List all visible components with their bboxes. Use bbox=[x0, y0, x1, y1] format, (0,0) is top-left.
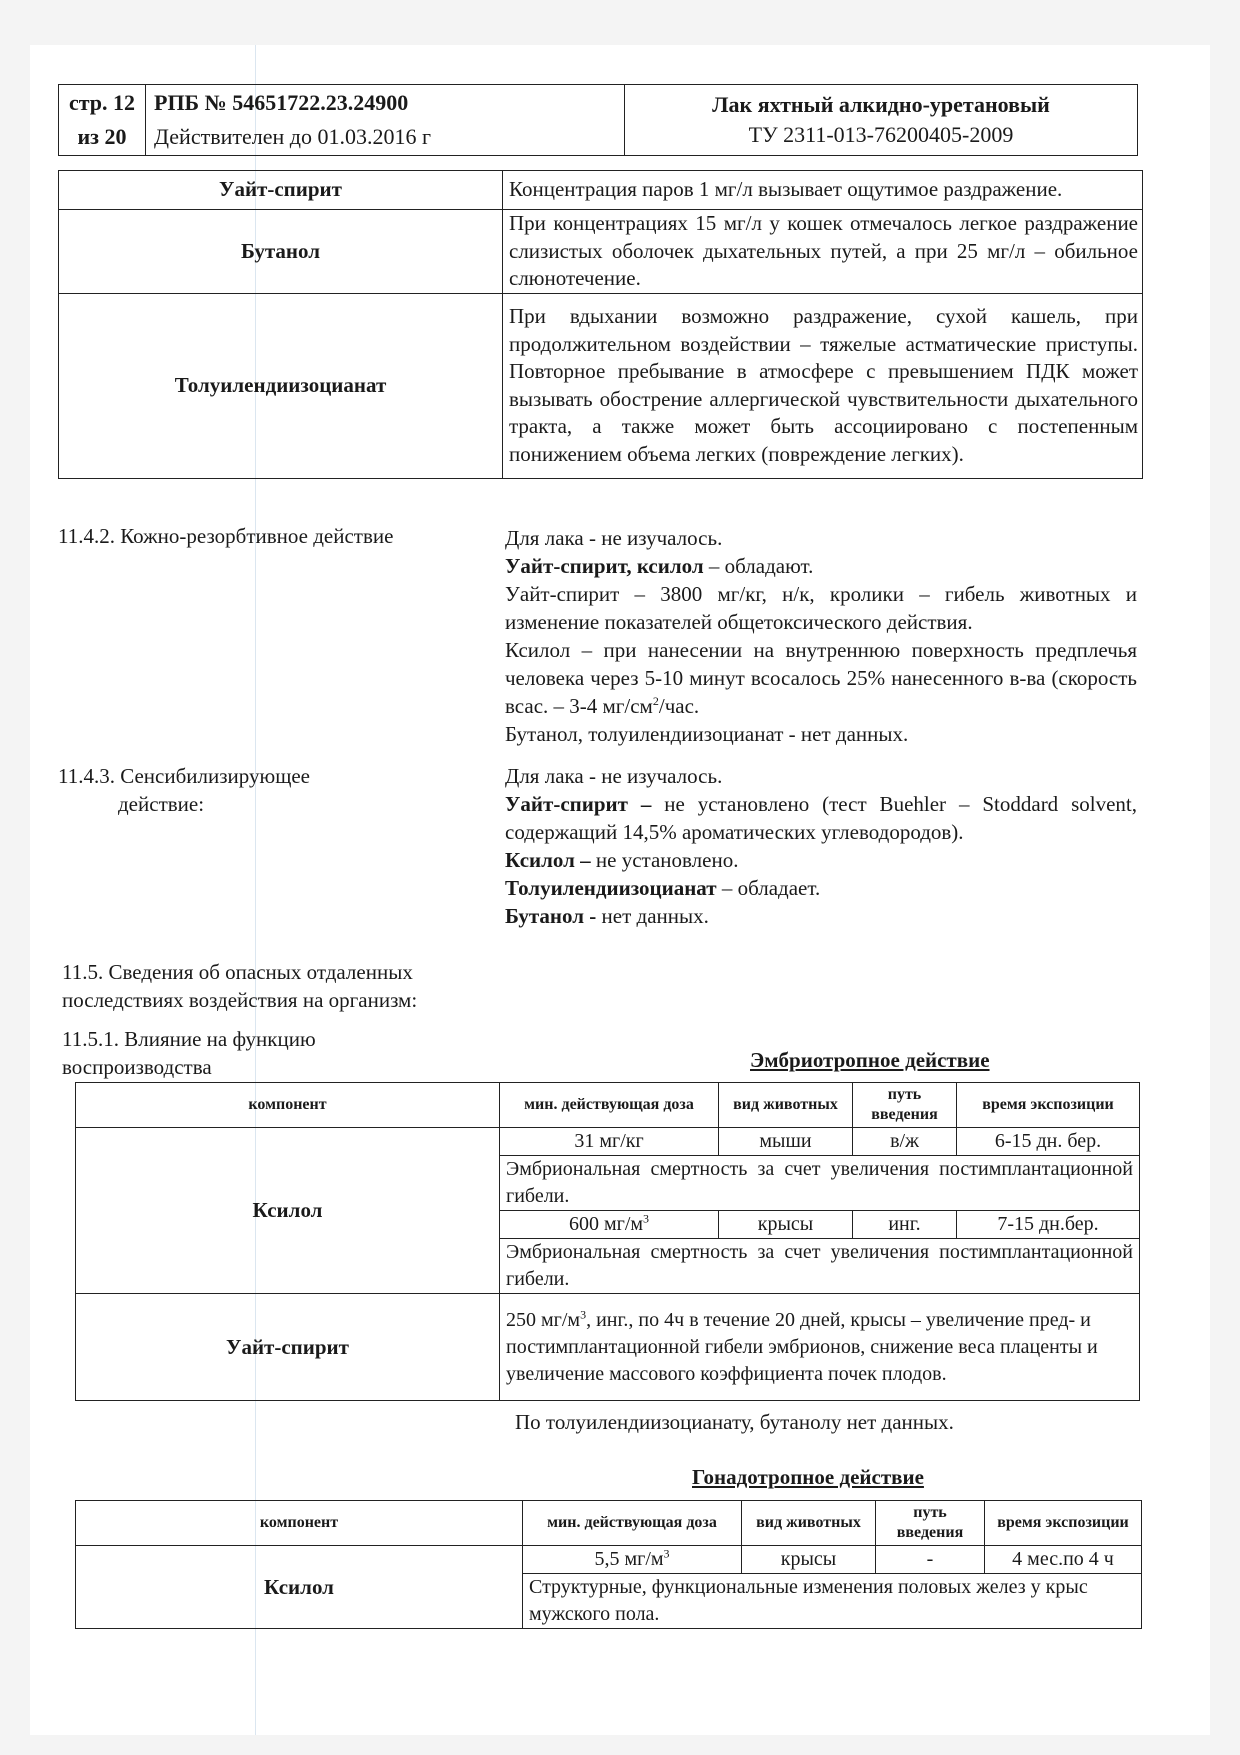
heading-line: последствиях воздействия на организм: bbox=[62, 988, 418, 1012]
text-span: нет данных. bbox=[596, 904, 709, 928]
table-row bbox=[76, 1128, 1140, 1156]
text-line bbox=[505, 846, 1137, 874]
text-span: 5,5 мг/м bbox=[594, 1548, 664, 1570]
text-span: /час. bbox=[658, 694, 700, 718]
column-header: вид животных bbox=[719, 1083, 853, 1128]
rpb-info bbox=[146, 85, 625, 156]
column-header: путь введения bbox=[853, 1083, 957, 1128]
column-header: путь введения bbox=[876, 1501, 985, 1546]
page-label: стр. 12 bbox=[68, 90, 136, 115]
page-number bbox=[59, 85, 146, 156]
text-line bbox=[505, 902, 1137, 930]
column-header: время экспозиции bbox=[957, 1083, 1140, 1128]
text-span: не установлено (тест Buehler – Stoddard solvent, содержащий 14,5% ароматических углеводородов). bbox=[505, 792, 1138, 844]
column-header: вид животных bbox=[742, 1501, 876, 1546]
dose-cell bbox=[500, 1211, 719, 1239]
bold-term: Уайт-спирит – bbox=[505, 792, 652, 816]
embryotropic-table bbox=[75, 1082, 1140, 1401]
time-cell: 6-15 дн. бер. bbox=[957, 1128, 1140, 1156]
column-header: мин. действующая доза bbox=[523, 1501, 742, 1546]
gonadotropic-title: Гонадотропное действие bbox=[692, 1465, 924, 1489]
bold-term: Ксилол – bbox=[505, 848, 591, 872]
superscript: 3 bbox=[580, 1306, 587, 1321]
section-1142-body bbox=[505, 524, 1137, 748]
dose-cell bbox=[523, 1546, 742, 1574]
page-of: из 20 bbox=[77, 124, 127, 149]
text-span: 250 мг/м bbox=[506, 1308, 581, 1331]
document-header bbox=[58, 84, 1138, 156]
component-name: Уайт-спирит bbox=[59, 171, 503, 210]
rpb-number: РПБ № 54651722.23.24900 bbox=[154, 90, 409, 115]
gonadotropic-table bbox=[75, 1500, 1142, 1629]
heading-line: воспроизводства bbox=[62, 1055, 212, 1079]
time-cell: 7-15 дн.бер. bbox=[957, 1211, 1140, 1239]
component-name: Уайт-спирит bbox=[76, 1294, 500, 1401]
product-info bbox=[625, 85, 1138, 156]
component-description: Концентрация паров 1 мг/л вызывает ощутимое раздражение. bbox=[503, 171, 1143, 210]
table-row bbox=[76, 1546, 1142, 1574]
valid-until: Действителен до 01.03.2016 г bbox=[154, 124, 431, 149]
superscript: 3 bbox=[643, 1211, 650, 1226]
text-span: – обладает. bbox=[716, 876, 821, 900]
text-line bbox=[505, 874, 1137, 902]
table-row bbox=[59, 171, 1143, 210]
product-tu: ТУ 2311-013-76200405-2009 bbox=[748, 122, 1014, 147]
dose-cell: 31 мг/кг bbox=[500, 1128, 719, 1156]
effect-note: Эмбриональная смертность за счет увеличения постимплантационной гибели. bbox=[500, 1239, 1140, 1294]
component-name: Толуилендиизоцианат bbox=[59, 293, 503, 478]
column-header: время экспозиции bbox=[985, 1501, 1142, 1546]
text-span: Ксилол – при нанесении на внутреннюю поверхность предплечья человека через 5-10 минут всосалось 25% нанесенного в-ва (скорость всас. – 3-4 мг/см bbox=[505, 638, 1137, 718]
text-line: Для лака - не изучалось. bbox=[505, 526, 723, 550]
route-cell: - bbox=[876, 1546, 985, 1574]
effect-note bbox=[500, 1294, 1140, 1401]
column-header: мин. действующая доза bbox=[500, 1083, 719, 1128]
table-row bbox=[59, 293, 1143, 478]
superscript: 3 bbox=[663, 1546, 670, 1561]
section-1151-heading bbox=[62, 1025, 316, 1081]
route-cell: инг. bbox=[853, 1211, 957, 1239]
effect-note: Структурные, функциональные изменения половых желез у крыс мужского пола. bbox=[523, 1574, 1142, 1629]
text-line bbox=[505, 552, 1137, 580]
component-name: Ксилол bbox=[76, 1546, 523, 1629]
table-row bbox=[76, 1294, 1140, 1401]
table-row bbox=[59, 210, 1143, 294]
bold-term: Уайт-спирит, ксилол bbox=[505, 554, 704, 578]
text-line bbox=[505, 790, 1137, 846]
section-1143-body bbox=[505, 762, 1137, 930]
animal-cell: мыши bbox=[719, 1128, 853, 1156]
time-cell: 4 мес.по 4 ч bbox=[985, 1546, 1142, 1574]
bold-term: Толуилендиизоцианат bbox=[505, 876, 717, 900]
embryotropic-title: Эмбриотропное действие bbox=[750, 1048, 990, 1072]
text-line: Для лака - не изучалось. bbox=[505, 764, 723, 788]
animal-cell: крысы bbox=[742, 1546, 876, 1574]
effect-note: Эмбриональная смертность за счет увеличения постимплантационной гибели. bbox=[500, 1156, 1140, 1211]
text-span: 600 мг/м bbox=[568, 1213, 644, 1235]
bold-term: Бутанол - bbox=[505, 904, 597, 928]
no-data-note: По толуилендиизоцианату, бутанолу нет данных. bbox=[515, 1410, 954, 1434]
table-header-row bbox=[76, 1083, 1140, 1128]
text-span: не установлено. bbox=[590, 848, 739, 872]
text-line: Бутанол, толуилендиизоцианат - нет данных. bbox=[505, 722, 909, 746]
column-header: компонент bbox=[76, 1501, 523, 1546]
column-header: компонент bbox=[76, 1083, 500, 1128]
component-name: Ксилол bbox=[76, 1128, 500, 1294]
heading-line: 11.5.1. Влияние на функцию bbox=[62, 1027, 316, 1051]
text-line: Уайт-спирит – 3800 мг/кг, н/к, кролики – гибель животных и изменение показателей общетоксического действия. bbox=[505, 582, 1137, 634]
section-1142-label: 11.4.2. Кожно-резорбтивное действие bbox=[58, 524, 394, 548]
heading-line: 11.5. Сведения об опасных отдаленных bbox=[62, 960, 413, 984]
component-name: Бутанол bbox=[59, 210, 503, 294]
table-header-row bbox=[76, 1501, 1142, 1546]
product-name: Лак яхтный алкидно-уретановый bbox=[712, 92, 1050, 117]
component-description: При вдыхании возможно раздражение, сухой кашель, при продолжительном воздействии – тяжелые астматические приступы. Повторное пребывание в атмосфере с превышением ПДК может вызывать обострение аллергической чувствительности дыхательного тракта, а также может быть ассоциировано с постепенным понижением объема легких (повреждение легких). bbox=[503, 293, 1143, 478]
animal-cell: крысы bbox=[719, 1211, 853, 1239]
route-cell: в/ж bbox=[853, 1128, 957, 1156]
superscript: 2 bbox=[652, 694, 659, 708]
section-115-heading bbox=[62, 958, 417, 1014]
inhalation-table bbox=[58, 170, 1143, 479]
text-span: – обладают. bbox=[703, 554, 814, 578]
component-description: При концентрациях 15 мг/л у кошек отмечалось легкое раздражение слизистых оболочек дыхательных путей, а при 25 мг/л – обильное слюнотечение. bbox=[503, 210, 1143, 294]
text-span: , инг., по 4ч в течение 20 дней, крысы – увеличение пред- и постимплантационной гибели эмбрионов, снижение веса плаценты и увеличение массового коэффициента почек плодов. bbox=[506, 1308, 1098, 1385]
label-line: 11.4.3. Сенсибилизирующее bbox=[58, 764, 310, 788]
section-1143-label bbox=[58, 762, 310, 818]
label-line: действие: bbox=[118, 792, 205, 816]
text-line bbox=[505, 636, 1137, 720]
